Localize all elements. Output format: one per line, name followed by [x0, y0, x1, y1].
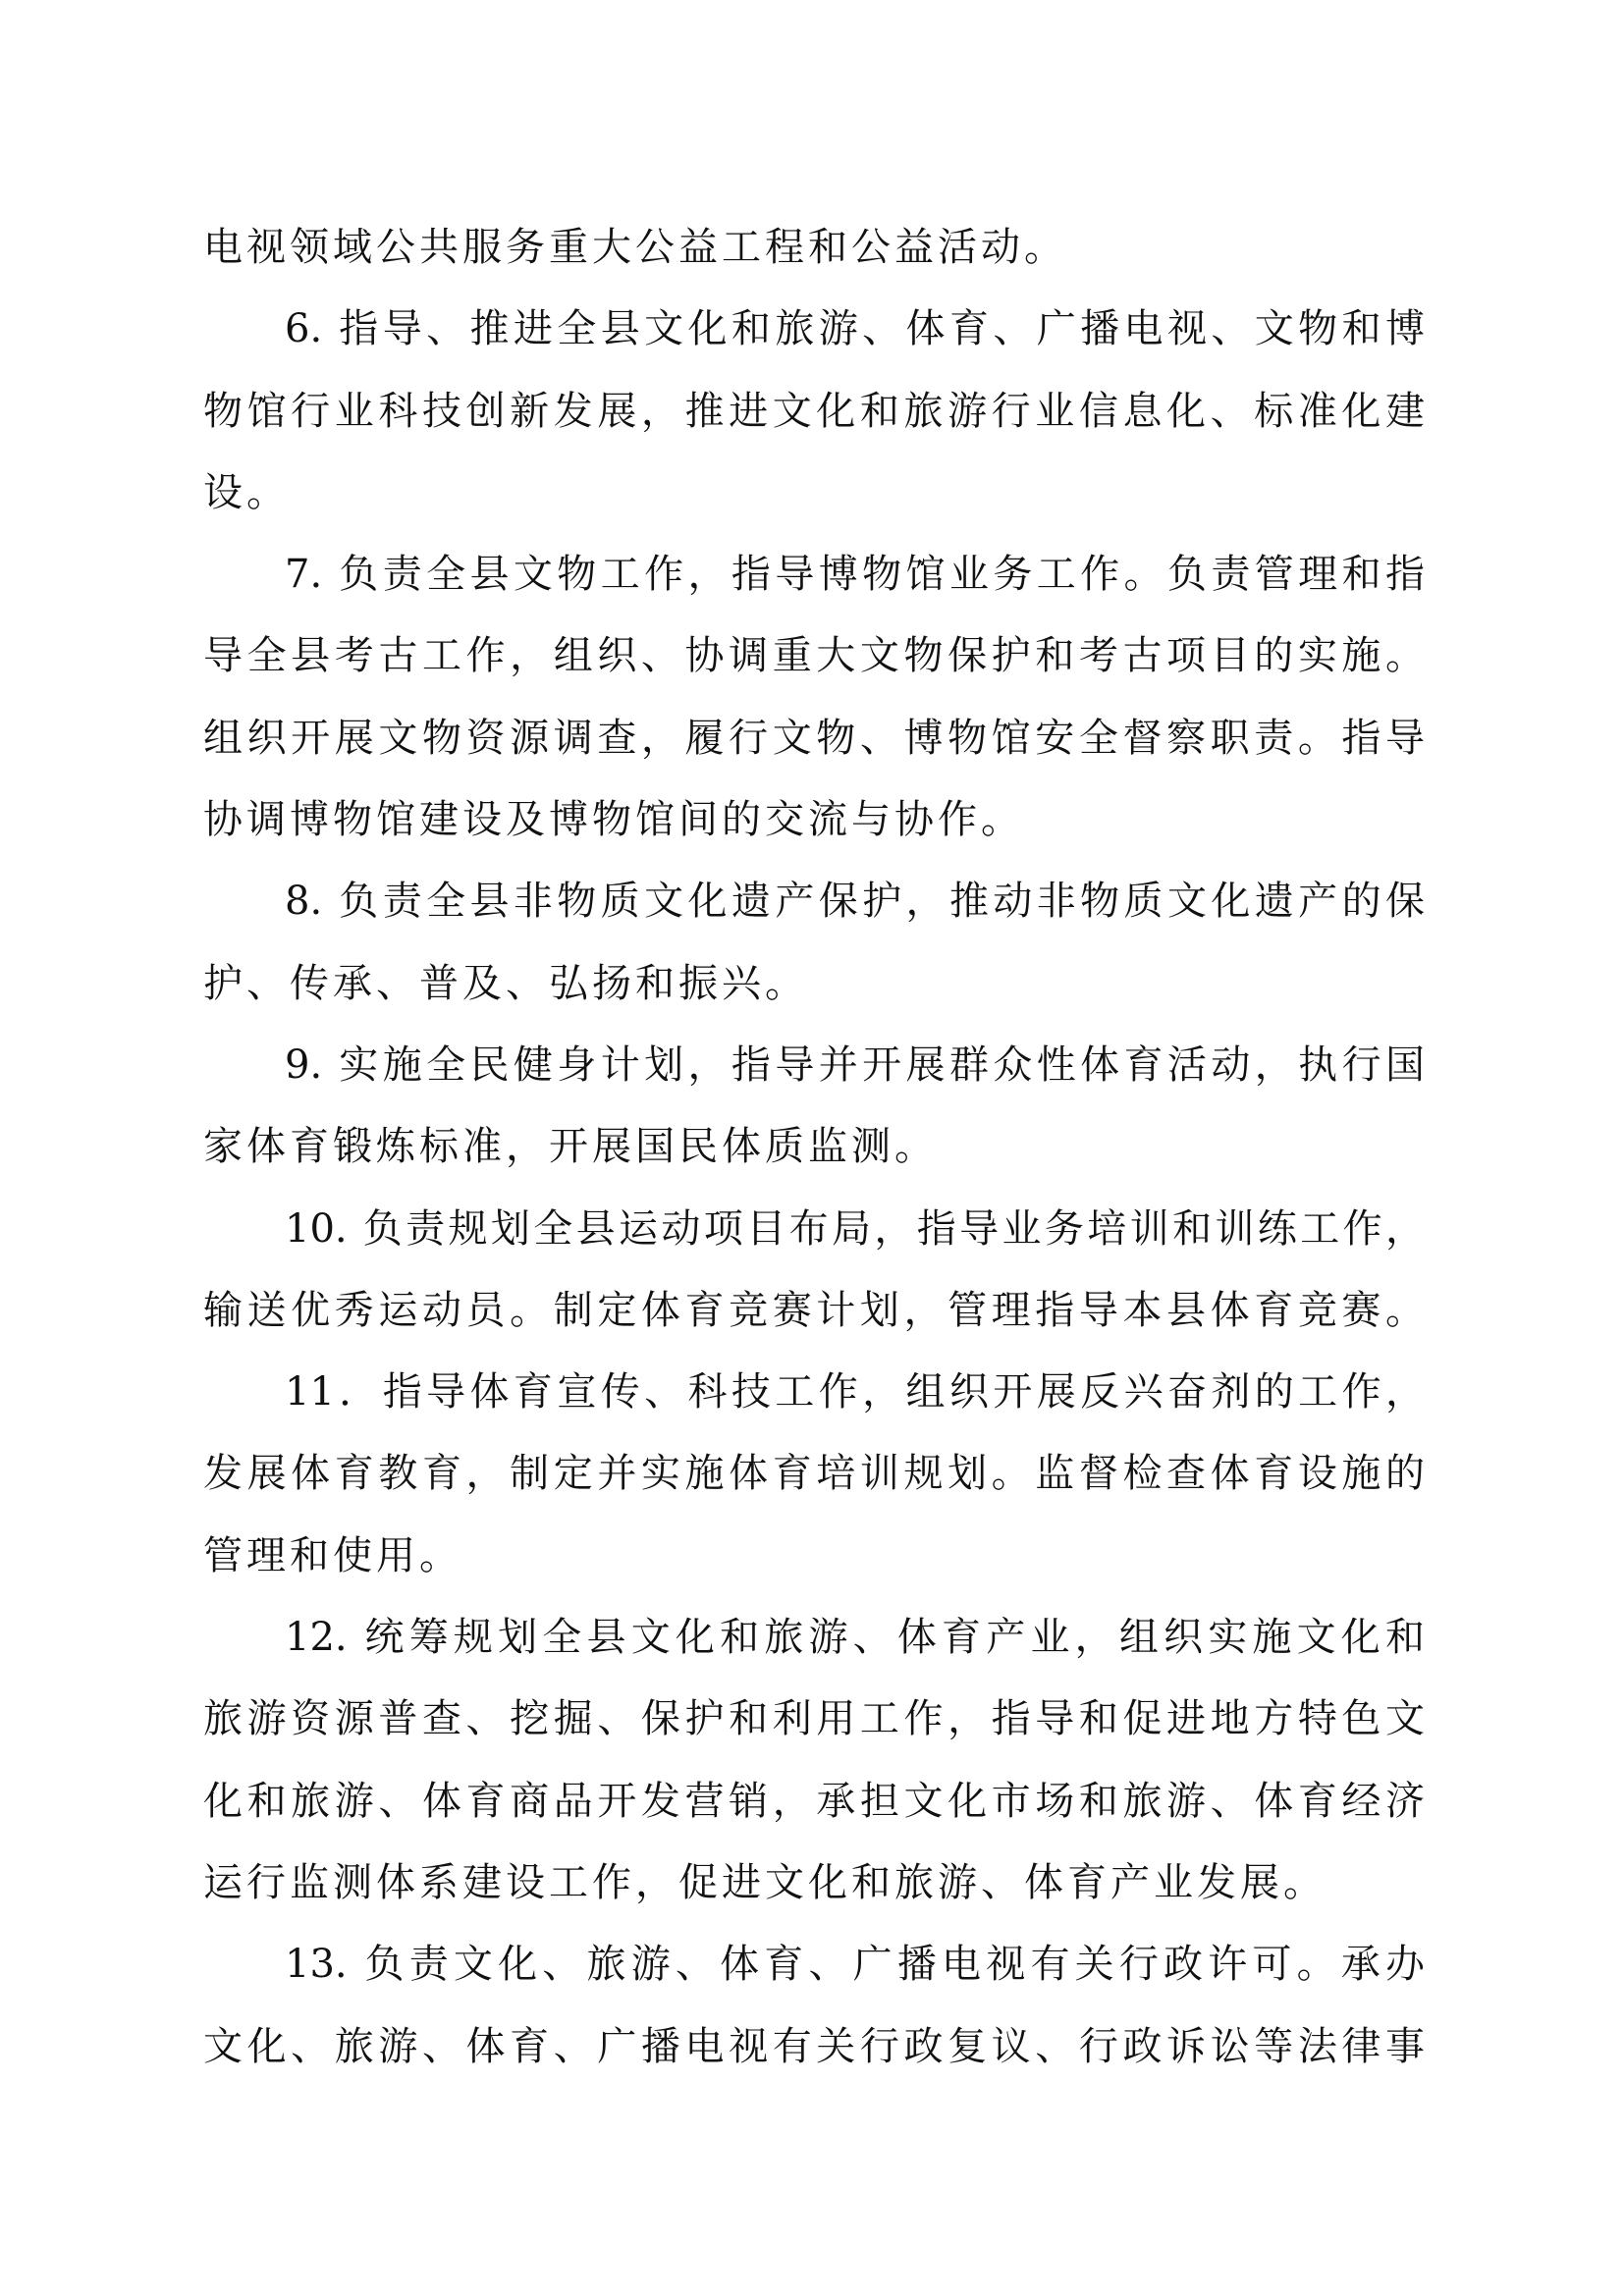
paragraph-line: 管理和使用。 — [203, 1532, 462, 1578]
paragraph-line: 家体育锻炼标准，开展国民体质监测。 — [203, 1124, 938, 1170]
paragraph-line: 旅游资源普查、挖掘、保护和利用工作，指导和促进地方特色文 — [203, 1696, 1425, 1742]
paragraph-line: 物馆行业科技创新发展，推进文化和旅游行业信息化、标准化建 — [203, 388, 1425, 434]
paragraph-line: 运行监测体系建设工作，促进文化和旅游、体育产业发展。 — [203, 1859, 1326, 1905]
paragraph-line: 化和旅游、体育商品开发营销，承担文化市场和旅游、体育经济 — [203, 1778, 1425, 1824]
paragraph-line: 组织开展文物资源调查，履行文物、博物馆安全督察职责。指导 — [203, 715, 1425, 761]
paragraph-first-line: 12. 统筹规划全县文化和旅游、体育产业，组织实施文化和 — [285, 1615, 1425, 1661]
paragraph-first-line: 10. 负责规划全县运动项目布局，指导业务培训和训练工作， — [285, 1205, 1425, 1252]
paragraph-line: 设。 — [203, 469, 290, 515]
paragraph-line: 护、传承、普及、弘扬和振兴。 — [203, 960, 808, 1006]
paragraph-first-line: 6. 指导、推进全县文化和旅游、体育、广播电视、文物和博 — [285, 306, 1425, 352]
paragraph-line: 导全县考古工作，组织、协调重大文物保护和考古项目的实施。 — [203, 633, 1425, 679]
document-body — [203, 218, 1425, 2099]
paragraph-first-line: 11．指导体育宣传、科技工作，组织开展反兴奋剂的工作， — [285, 1369, 1425, 1415]
paragraph-line: 电视领域公共服务重大公益工程和公益活动。 — [203, 225, 1067, 270]
paragraph-line: 发展体育教育，制定并实施体育培训规划。监督检查体育设施的 — [203, 1451, 1425, 1497]
paragraph-line: 协调博物馆建设及博物馆间的交流与协作。 — [203, 797, 1024, 843]
paragraph-line: 文化、旅游、体育、广播电视有关行政复议、行政诉讼等法律事 — [203, 2023, 1425, 2069]
paragraph-first-line: 7. 负责全县文物工作，指导博物馆业务工作。负责管理和指 — [285, 552, 1425, 598]
paragraph-first-line: 8. 负责全县非物质文化遗产保护，推动非物质文化遗产的保 — [285, 879, 1425, 925]
paragraph-first-line: 9. 实施全民健身计划，指导并开展群众性体育活动，执行国 — [285, 1041, 1425, 1088]
paragraph-first-line: 13. 负责文化、旅游、体育、广播电视有关行政许可。承办 — [285, 1942, 1425, 1988]
paragraph-line: 输送优秀运动员。制定体育竞赛计划，管理指导本县体育竞赛。 — [203, 1287, 1425, 1333]
